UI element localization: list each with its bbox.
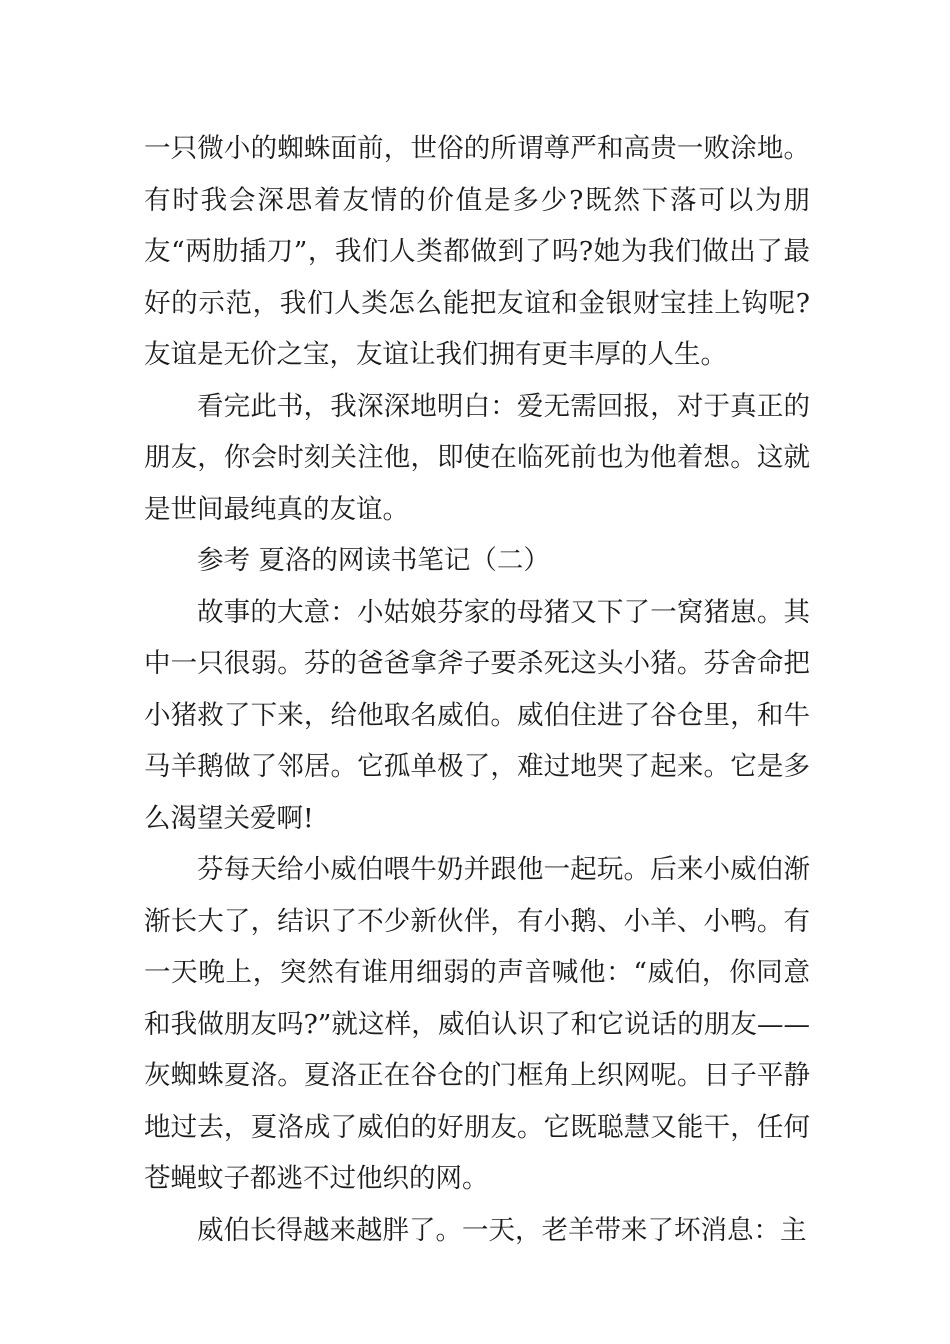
paragraph-spider-friendship: 一只微小的蜘蛛面前，世俗的所谓尊严和高贵一败涂地。有时我会深思着友情的价值是多少?既然下落可以为朋友“两肋插刀”，我们人类都做到了吗?她为我们做出了最好的示范，我们人类怎么能把友谊和金银财宝挂上钩呢?友谊是无价之宝，友谊让我们拥有更丰厚的人生。 — [144, 133, 810, 370]
paragraph-conclusion: 看完此书，我深深地明白：爱无需回报，对于真正的朋友，你会时刻关注他，即使在临死前也为他着想。这就是世间最纯真的友谊。 — [144, 390, 810, 525]
paragraph-bad-news: 威伯长得越来越胖了。一天，老羊带来了坏消息：主 — [197, 1214, 807, 1246]
section-heading: 参考 夏洛的网读书笔记（二） — [197, 545, 550, 576]
paragraph-charlotte-meeting: 芬每天给小威伯喂牛奶并跟他一起玩。后来小威伯渐渐长大了，结识了不少新伙伴，有小鹅、小羊、小鸭。有一天晚上，突然有谁用细弱的声音喊他：“威伯，你同意和我做朋友吗?”就这样，威伯认识了和它说话的朋友——灰蜘蛛夏洛。夏洛正在谷仓的门框角上织网呢。日子平静地过去，夏洛成了威伯的好朋友。它既聪慧又能干，任何苍蝇蚊子都逃不过他织的网。 — [144, 854, 810, 1194]
document-body — [144, 123, 810, 1256]
paragraph-story-summary: 故事的大意：小姑娘芬家的母猪又下了一窝猪崽。其中一只很弱。芬的爸爸拿斧子要杀死这头小猪。芬舍命把小猪救了下来，给他取名威伯。威伯住进了谷仓里，和牛马羊鹅做了邻居。它孤单极了，难过地哭了起来。它是多么渴望关爱啊! — [144, 596, 810, 834]
